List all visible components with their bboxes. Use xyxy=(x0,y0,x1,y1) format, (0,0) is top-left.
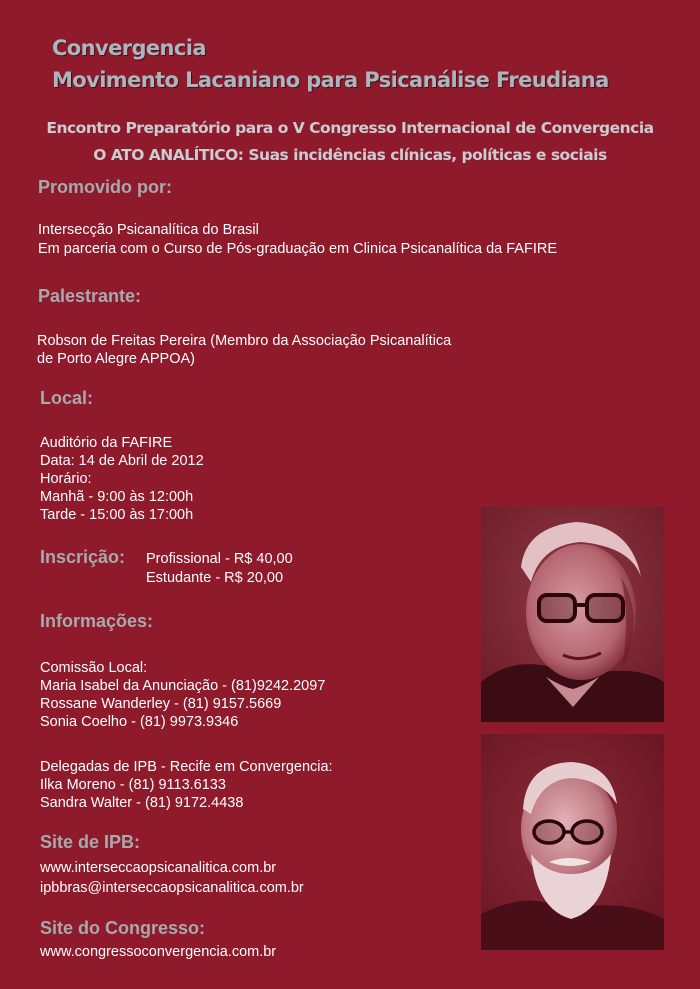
palestrante-line1: Robson de Freitas Pereira (Membro da Associação Psicanalítica xyxy=(37,333,452,349)
local-date: Data: 14 de Abril de 2012 xyxy=(40,453,204,469)
delegadas-label: Delegadas de IPB - Recife em Convergencia: xyxy=(40,759,333,775)
contact-sandra: Sandra Walter - (81) 9172.4438 xyxy=(40,795,244,811)
subtitle-ato-analitico: O ATO ANALÍTICO: Suas incidências clínicas, políticas e sociais xyxy=(93,146,607,164)
site-congresso-url[interactable]: www.congressoconvergencia.com.br xyxy=(40,944,277,960)
palestrante-line2: de Porto Alegre APPOA) xyxy=(37,351,195,367)
title-convergencia: Convergencia xyxy=(52,36,206,60)
delegadas-list xyxy=(40,758,333,812)
site-ipb-heading: Site de IPB: xyxy=(40,832,141,852)
contact-rossane: Rossane Wanderley - (81) 9157.5669 xyxy=(40,696,282,712)
local-horario-label: Horário: xyxy=(40,471,92,487)
site-ipb-url[interactable]: www.interseccaopsicanalitica.com.br xyxy=(40,860,277,876)
portrait-lacan-illustration xyxy=(481,507,664,722)
promovido-line1: Intersecção Psicanalítica do Brasil xyxy=(38,222,259,238)
inscricao-estudante: Estudante - R$ 20,00 xyxy=(146,570,284,586)
comissao-local-list xyxy=(40,659,325,731)
contact-ilka: Ilka Moreno - (81) 9113.6133 xyxy=(40,777,226,793)
promovido-line2: Em parceria com o Curso de Pós-graduação em Clinica Psicanalítica da FAFIRE xyxy=(38,241,557,257)
local-afternoon: Tarde - 15:00 às 17:00h xyxy=(40,507,194,523)
local-details xyxy=(40,434,204,524)
portrait-photo-bottom xyxy=(481,734,664,950)
title-movimento: Movimento Lacaniano para Psicanálise Freudiana xyxy=(52,68,609,92)
subtitle-encontro: Encontro Preparatório para o V Congresso Internacional de Convergencia xyxy=(46,119,654,137)
comissao-label: Comissão Local: xyxy=(40,660,148,676)
portrait-photo-top xyxy=(481,507,664,722)
local-heading: Local: xyxy=(40,388,94,408)
inscricao-profissional: Profissional - R$ 40,00 xyxy=(146,551,293,567)
contact-maria-isabel: Maria Isabel da Anunciação - (81)9242.2097 xyxy=(40,678,326,694)
informacoes-heading: Informações: xyxy=(40,611,154,631)
site-congresso-heading: Site do Congresso: xyxy=(40,918,206,938)
palestrante-heading: Palestrante: xyxy=(38,286,142,306)
inscricao-heading: Inscrição: xyxy=(40,547,126,567)
site-ipb-email[interactable]: ipbbras@interseccaopsicanalitica.com.br xyxy=(40,880,304,896)
local-morning: Manhã - 9:00 às 12:00h xyxy=(40,489,194,505)
promovido-heading: Promovido por: xyxy=(38,177,172,197)
contact-sonia: Sonia Coelho - (81) 9973.9346 xyxy=(40,714,239,730)
portrait-freud-illustration xyxy=(481,734,664,950)
local-venue: Auditório da FAFIRE xyxy=(40,435,173,451)
